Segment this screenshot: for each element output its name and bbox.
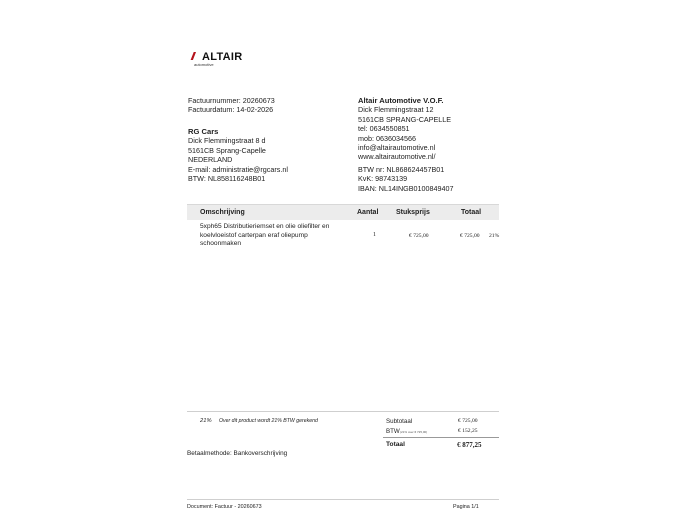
row-description: 5xph65 Distributieriemset en olie oliefilter en koelvloeistof carterpan eraf oliepump schoonmaken [200,223,330,248]
col-description: Omschrijving [200,209,245,216]
company-line: info@altairautomotive.nl [358,143,436,153]
footer-document: Document: Factuur - 20260673 [187,504,262,510]
total-divider [383,437,499,438]
company-logo: // ALTAIR automotive [191,51,243,67]
vat-rate: 21% [200,418,212,424]
company-tax-block [358,165,454,193]
total-label: Totaal [386,441,405,448]
col-total: Totaal [461,209,482,216]
btw-value: € 152,25 [458,428,478,434]
col-unit-price: Stuksprijs [396,209,430,216]
row-qty: 1 [373,232,376,238]
company-line: 5161CB SPRANG-CAPELLE [358,114,452,124]
row-vat: 21% [489,233,500,239]
company-vat-number: BTW nr: NL868624457B01 [358,165,445,174]
customer-email: E-mail: administratie@rgcars.nl [188,164,288,174]
invoice-meta [188,96,275,115]
customer-line: NEDERLAND [188,155,233,165]
col-qty: Aantal [357,209,379,216]
total-value: € 877,25 [457,441,482,449]
footer-divider [187,499,499,500]
customer-line: 5161CB Sprang-Capelle [188,145,266,155]
row-total: € 725,00 [460,233,480,239]
company-line: www.altairautomotive.nl/ [358,152,436,162]
company-kvk: KvK: 98743139 [358,174,408,184]
company-block [358,96,451,162]
payment-method: Betaalmethode: Bankoverschrijving [187,450,288,457]
company-line: tel: 0634550851 [358,124,410,134]
btw-label: BTW [386,428,400,435]
row-unit-price: € 725,00 [409,233,429,239]
company-iban: IBAN: NL14INGB0100849407 [358,183,454,193]
table-row [187,220,499,250]
table-header [187,204,499,220]
company-line: mob: 0636034566 [358,133,416,143]
customer-line: Dick Flemmingstraat 8 d [188,136,266,146]
customer-name: RG Cars [188,127,219,136]
company-name: Altair Automotive V.O.F. [358,96,444,105]
btw-sub: (21% over € 725,00) [400,430,428,434]
footer-page: Pagina 1/1 [453,504,479,510]
subtotal-label: Subtotaal [386,418,413,425]
company-line: Dick Flemmingstraat 12 [358,105,434,115]
customer-block [188,127,288,183]
totals-divider [187,411,499,412]
subtotal-value: € 725,00 [458,418,478,424]
customer-vat: BTW: NL858116248B01 [188,174,266,184]
invoice-number: Factuurnummer: 20260673 [188,96,275,105]
invoice-page [161,0,525,514]
invoice-date: Factuurdatum: 14-02-2026 [188,105,274,115]
vat-note: Over dit product wordt 21% BTW gerekend [219,418,318,424]
